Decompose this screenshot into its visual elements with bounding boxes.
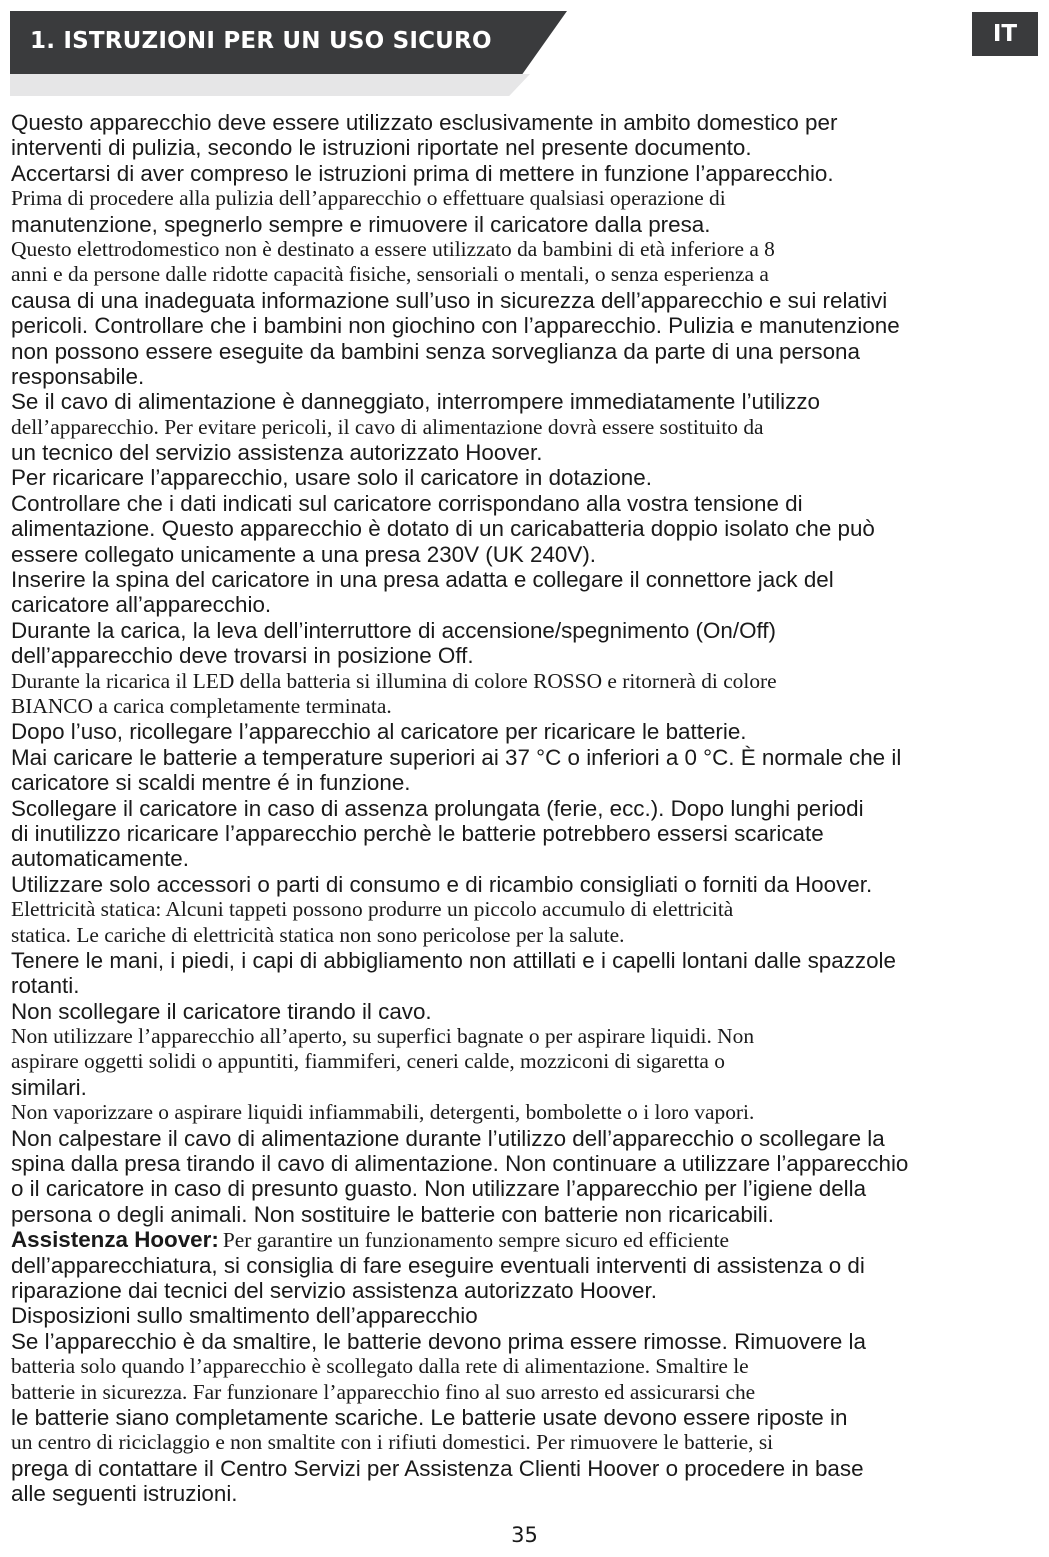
text-line <box>11 161 1041 186</box>
text-line <box>11 339 1041 364</box>
text-line <box>11 592 1041 617</box>
text-line-content: rotanti. <box>11 973 80 999</box>
text-line <box>11 669 1041 694</box>
text-line <box>11 135 1041 160</box>
text-line <box>11 1049 1041 1074</box>
text-line-content: dell’apparecchio. Per evitare pericoli, il cavo di alimentazione dovrà essere sostituito da <box>11 414 764 439</box>
text-line <box>11 1126 1041 1151</box>
text-line-content: responsabile. <box>11 363 145 389</box>
text-line <box>11 948 1041 973</box>
text-line-content: Se il cavo di alimentazione è danneggiato, interrompere immediatamente l’utilizzo <box>11 389 820 415</box>
text-line <box>11 1024 1041 1049</box>
text-line-content: Elettricità statica: Alcuni tappeti possono produrre un piccolo accumulo di elettricità <box>11 897 734 922</box>
text-line-content: Controllare che i dati indicati sul caricatore corrispondano alla vostra tensione di <box>11 490 803 516</box>
header-shadow <box>10 74 530 96</box>
text-line <box>11 415 1041 440</box>
text-line <box>11 212 1041 237</box>
text-line-content: aspirare oggetti solidi o appuntiti, fiammiferi, ceneri calde, mozziconi di sigaretta o <box>11 1049 725 1074</box>
text-line <box>11 262 1041 287</box>
text-line <box>11 1430 1041 1455</box>
text-line <box>11 1380 1041 1405</box>
text-line <box>11 1278 1041 1303</box>
text-line-content: batteria solo quando l’apparecchio è scollegato dalla rete di alimentazione. Smaltire le <box>11 1354 749 1379</box>
text-line-content: Se l’apparecchio è da smaltire, le batterie devono prima essere rimosse. Rimuovere la <box>11 1328 866 1354</box>
text-line <box>11 237 1041 262</box>
text-line <box>11 1202 1041 1227</box>
text-line-content: Scollegare il caricatore in caso di assenza prolungata (ferie, ecc.). Dopo lunghi periodi <box>11 795 864 821</box>
text-line <box>11 973 1041 998</box>
text-line-content: Tenere le mani, i piedi, i capi di abbigliamento non attillati e i capelli lontani dalle spazzole <box>11 947 896 973</box>
text-line <box>11 465 1041 490</box>
text-line <box>11 618 1041 643</box>
text-line-content: automaticamente. <box>11 846 189 872</box>
text-line <box>11 999 1041 1024</box>
text-line-content: Utilizzare solo accessori o parti di consumo e di ricambio consigliati o forniti da Hoover. <box>11 871 873 897</box>
text-line-content: Non scollegare il caricatore tirando il cavo. <box>11 998 432 1024</box>
text-line-content: essere collegato unicamente a una presa 230V (UK 240V). <box>11 541 596 567</box>
text-line <box>11 1176 1041 1201</box>
text-line-content: alimentazione. Questo apparecchio è dotato di un caricabatteria doppio isolato che può <box>11 516 875 542</box>
text-line <box>11 1253 1041 1278</box>
text-line <box>11 1303 1041 1328</box>
text-line <box>11 694 1041 719</box>
text-line <box>11 745 1041 770</box>
text-line-content: manutenzione, spegnerlo sempre e rimuovere il caricatore dalla presa. <box>11 211 711 237</box>
text-line <box>11 770 1041 795</box>
text-line <box>11 897 1041 922</box>
text-line <box>11 719 1041 744</box>
text-line <box>11 567 1041 592</box>
text-line-content: dell’apparecchio deve trovarsi in posizione Off. <box>11 643 474 669</box>
text-line-content: Non vaporizzare o aspirare liquidi infiammabili, detergenti, bombolette o i loro vapori. <box>11 1100 755 1125</box>
text-line-content: spina dalla presa tirando il cavo di alimentazione. Non continuare a utilizzare l’apparecchio <box>11 1151 909 1177</box>
text-line-content: Accertarsi di aver compreso le istruzioni prima di mettere in funzione l’apparecchio. <box>11 160 834 186</box>
text-line <box>11 1456 1041 1481</box>
text-line <box>11 491 1041 516</box>
text-line-content: o il caricatore in caso di presunto guasto. Non utilizzare l’apparecchio per l’igiene della <box>11 1176 867 1202</box>
text-line-content: le batterie siano completamente scariche. Le batterie usate devono essere riposte in <box>11 1404 848 1430</box>
text-line <box>11 110 1041 135</box>
page-number: 35 <box>511 1523 538 1547</box>
text-line-content: non possono essere eseguite da bambini senza sorveglianza da parte di una persona <box>11 338 860 364</box>
text-line <box>11 186 1041 211</box>
text-line-content: caricatore si scaldi mentre é in funzione. <box>11 770 411 796</box>
section-title: 1. ISTRUZIONI PER UN USO SICURO <box>30 28 492 54</box>
text-line-content: persona o degli animali. Non sostituire le batterie con batterie non ricaricabili. <box>11 1201 774 1227</box>
text-line-content: Mai caricare le batterie a temperature superiori ai 37 °C o inferiori a 0 °C. È normale che il <box>11 744 902 770</box>
text-line-content: Prima di procedere alla pulizia dell’apparecchio o effettuare qualsiasi operazione di <box>11 186 726 211</box>
text-line <box>11 542 1041 567</box>
text-line-content: Durante la ricarica il LED della batteria si illumina di colore ROSSO e ritornerà di colore <box>11 668 777 693</box>
text-line <box>11 313 1041 338</box>
text-line <box>11 389 1041 414</box>
text-line <box>11 516 1041 541</box>
text-line <box>11 821 1041 846</box>
text-line <box>11 872 1041 897</box>
text-line-content: un centro di riciclaggio e non smaltite con i rifiuti domestici. Per rimuovere le batterie, si <box>11 1430 774 1455</box>
text-line <box>11 796 1041 821</box>
text-line-content: causa di una inadeguata informazione sull’uso in sicurezza dell’apparecchio e sui relativi <box>11 287 888 313</box>
text-line <box>11 1151 1041 1176</box>
text-line <box>11 440 1041 465</box>
text-line-content: di inutilizzo ricaricare l’apparecchio perchè le batterie potrebbero essersi scaricate <box>11 820 824 846</box>
text-line-content: batterie in sicurezza. Far funzionare l’apparecchio fino al suo arresto ed assicurarsi che <box>11 1379 756 1404</box>
text-line-content: alle seguenti istruzioni. <box>11 1481 238 1507</box>
safety-instructions-text <box>11 110 1041 1506</box>
text-line <box>11 1075 1041 1100</box>
text-line <box>11 923 1041 948</box>
text-line <box>11 1100 1041 1125</box>
text-line-content: statica. Le cariche di elettricità statica non sono pericolose per la salute. <box>11 922 625 947</box>
text-line <box>11 1329 1041 1354</box>
text-line <box>11 288 1041 313</box>
text-line-content: Disposizioni sullo smaltimento dell’apparecchio <box>11 1303 478 1329</box>
text-line-content: Non calpestare il cavo di alimentazione durante l’utilizzo dell’apparecchio o scollegare la <box>11 1125 885 1151</box>
text-line-content: Inserire la spina del caricatore in una presa adatta e collegare il connettore jack del <box>11 567 834 593</box>
text-line-content: caricatore all’apparecchio. <box>11 592 272 618</box>
text-line-content: Questo elettrodomestico non è destinato a essere utilizzato da bambini di età inferiore a 8 <box>11 236 775 261</box>
text-line-content: interventi di pulizia, secondo le istruzioni riportate nel presente documento. <box>11 135 752 161</box>
text-line <box>11 1405 1041 1430</box>
text-line-content: Questo apparecchio deve essere utilizzato esclusivamente in ambito domestico per <box>11 110 838 135</box>
text-line-content: un tecnico del servizio assistenza autorizzato Hoover. <box>11 440 543 466</box>
text-line <box>11 846 1041 871</box>
text-line <box>11 1481 1041 1506</box>
text-line-content: Non utilizzare l’apparecchio all’aperto, su superfici bagnate o per aspirare liquidi. Non <box>11 1024 755 1049</box>
text-line-content: anni e da persone dalle ridotte capacità fisiche, sensoriali o mentali, o senza esperienza a <box>11 262 769 287</box>
text-line-content: BIANCO a carica completamente terminata. <box>11 693 392 718</box>
text-line <box>11 643 1041 668</box>
text-line-content: prega di contattare il Centro Servizi per Assistenza Clienti Hoover o procedere in base <box>11 1455 864 1481</box>
text-line <box>11 364 1041 389</box>
language-badge: IT <box>972 12 1038 56</box>
text-line-content: Per ricaricare l’apparecchio, usare solo il caricatore in dotazione. <box>11 465 652 491</box>
text-line-content: similari. <box>11 1074 87 1100</box>
text-line-content: riparazione dai tecnici del servizio assistenza autorizzato Hoover. <box>11 1277 657 1303</box>
text-line <box>11 1227 1041 1252</box>
text-line-content: Dopo l’uso, ricollegare l’apparecchio al caricatore per ricaricare le batterie. <box>11 719 747 745</box>
text-line-content: dell’apparecchiatura, si consiglia di fare eseguire eventuali interventi di assistenza o di <box>11 1252 865 1278</box>
bold-lead-in: Assistenza Hoover: <box>11 1227 219 1253</box>
text-line-content: Per garantire un funzionamento sempre sicuro ed efficiente <box>222 1228 730 1253</box>
text-line-content: Durante la carica, la leva dell’interruttore di accensione/spegnimento (On/Off) <box>11 617 776 643</box>
text-line <box>11 1354 1041 1379</box>
text-line-content: pericoli. Controllare che i bambini non giochino con l’apparecchio. Pulizia e manutenzione <box>11 313 900 339</box>
